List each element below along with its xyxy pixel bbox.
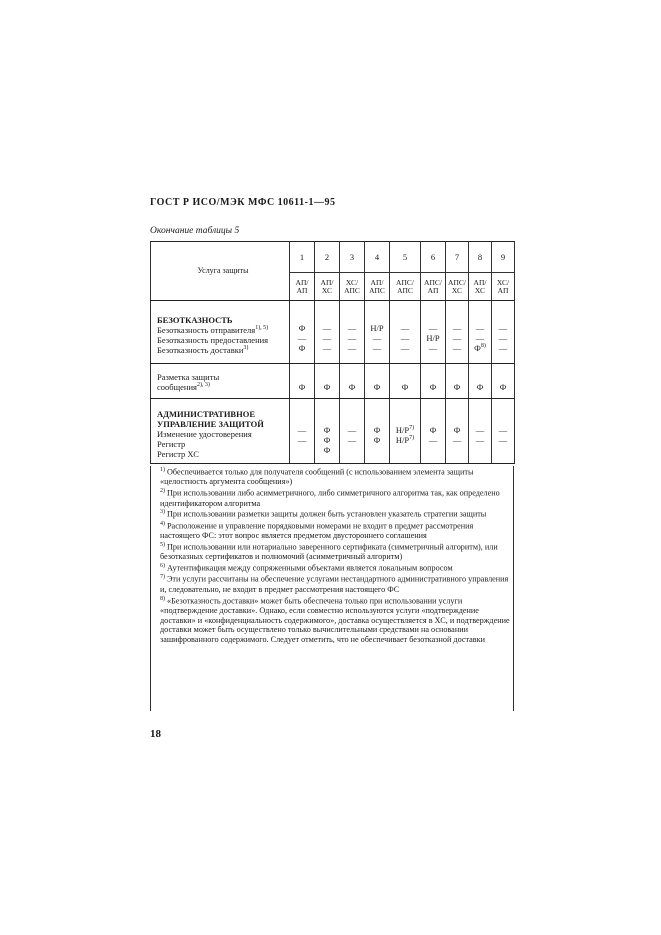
- col-number: 8: [469, 242, 492, 273]
- footnote: $^{3)}$ При использовании разметки защиты должен быть установлен указатель стратегии защиты: [160, 509, 487, 520]
- footnote: $^{4)}$ Расположение и управление порядковыми номерами не входит в предмет рассмотрения настоящего ФС: этот вопрос является предметом двустороннего соглашения: [160, 520, 474, 541]
- row-label: Безотказность отправителя$^{1), 5)}$: [157, 325, 269, 335]
- col-number: 6: [421, 242, 446, 273]
- row-label: Разметка защиты: [157, 372, 220, 382]
- service-header: Услуга защиты: [151, 242, 290, 301]
- col-label: ХС/ АП: [492, 273, 515, 301]
- row-label: сообщения$^{2), 3)}$: [157, 382, 210, 392]
- table-footnotes: [150, 466, 514, 645]
- col-label: АП/ АП: [290, 273, 315, 301]
- document-header: ГОСТ Р ИСО/МЭК МФС 10611-1—95: [150, 197, 336, 208]
- table-5: [150, 241, 515, 464]
- col-number: 9: [492, 242, 515, 273]
- col-number: 4: [365, 242, 390, 273]
- col-label: ХС/ АПС: [340, 273, 365, 301]
- footnote: $^{8)}$ «Безотказность доставки» может быть обеспечена только при использовании услуги «подтверждение доставки». Однако, если совместно используются услуги «подтверждение доставки» и «конфиденциальность содержимого», доставка осуществляется в ХС, и подтверждение доставки может быть осуществлено только вычислительными средствами на основании зашифрованного содержимого. Следует отметить, что не обеспечивает безотказной доставки: [160, 595, 510, 645]
- col-label: АП/ ХС: [315, 273, 340, 301]
- footnote: $^{1)}$ Обеспечивается только для получателя сообщений (с использованием элемента защиты «целостность аргумента сообщения»): [160, 467, 474, 487]
- section-nonrepudiation: БЕЗОТКАЗНОСТЬ Безотказность отправителя$^{1), 5)}$ Безотказность предоставления Безотказность доставки$^{3)}$ Ф — Ф — — — — — — Н/Р — — — — — — Н/Р — — — — — — $Ф^{8)}$ — — —: [151, 301, 515, 364]
- col-number: 7: [446, 242, 469, 273]
- col-label: АП/ ХС: [469, 273, 492, 301]
- col-number: 1: [290, 242, 315, 273]
- col-label: АПС/ АПС: [390, 273, 421, 301]
- row-label: Безотказность доставки$^{3)}$: [157, 345, 249, 355]
- section-title: БЕЗОТКАЗНОСТЬ: [157, 315, 233, 325]
- col-number: 5: [390, 242, 421, 273]
- section-title: УПРАВЛЕНИЕ ЗАЩИТОЙ: [157, 419, 264, 429]
- footnote: $^{6)}$ Аутентификация между сопряженными объектами является локальным вопросом: [160, 563, 453, 573]
- page-number: 18: [150, 728, 161, 740]
- section-message-labeling: Разметка защиты сообщения$^{2), 3)}$ Ф Ф Ф Ф Ф Ф Ф Ф Ф: [151, 364, 515, 399]
- col-number: 2: [315, 242, 340, 273]
- col-label: АПС/ АП: [421, 273, 446, 301]
- col-label: АП/ АПС: [365, 273, 390, 301]
- col-number: 3: [340, 242, 365, 273]
- header-row-numbers: [151, 242, 515, 273]
- section-title: АДМИНИСТРАТИВНОЕ: [157, 409, 255, 419]
- row-label: Регистр ХС: [157, 449, 199, 459]
- row-label: Изменение удостоверения: [157, 429, 252, 439]
- row-label: Регистр: [157, 439, 186, 449]
- row-label: Безотказность предоставления: [157, 335, 269, 345]
- table-caption: Окончание таблицы 5: [150, 226, 240, 236]
- footnote: $^{5)}$ При использовании или нотариально заверенного сертификата (симметричный алгоритм), или безотказных сертификатов и полномочий (асимметричный алгоритм): [160, 541, 498, 562]
- col-label: АПС/ ХС: [446, 273, 469, 301]
- section-admin-management: АДМИНИСТРАТИВНОЕ УПРАВЛЕНИЕ ЗАЩИТОЙ Изменение удостоверения Регистр Регистр ХС — — Ф Ф Ф — — Ф Ф $Н/Р^{7)}$ $Н/Р^{7)}$ Ф — Ф — — — — —: [151, 399, 515, 464]
- footnote: $^{7)}$ Эти услуги рассчитаны на обеспечение услугами нестандартного административного управления и, следовательно, не входит в предмет рассмотрения настоящего ФС: [160, 574, 509, 594]
- footnote: $^{2)}$ При использовании либо асимметричного, либо симметричного алгоритма так, как определено идентификатором алгоритма: [160, 488, 500, 508]
